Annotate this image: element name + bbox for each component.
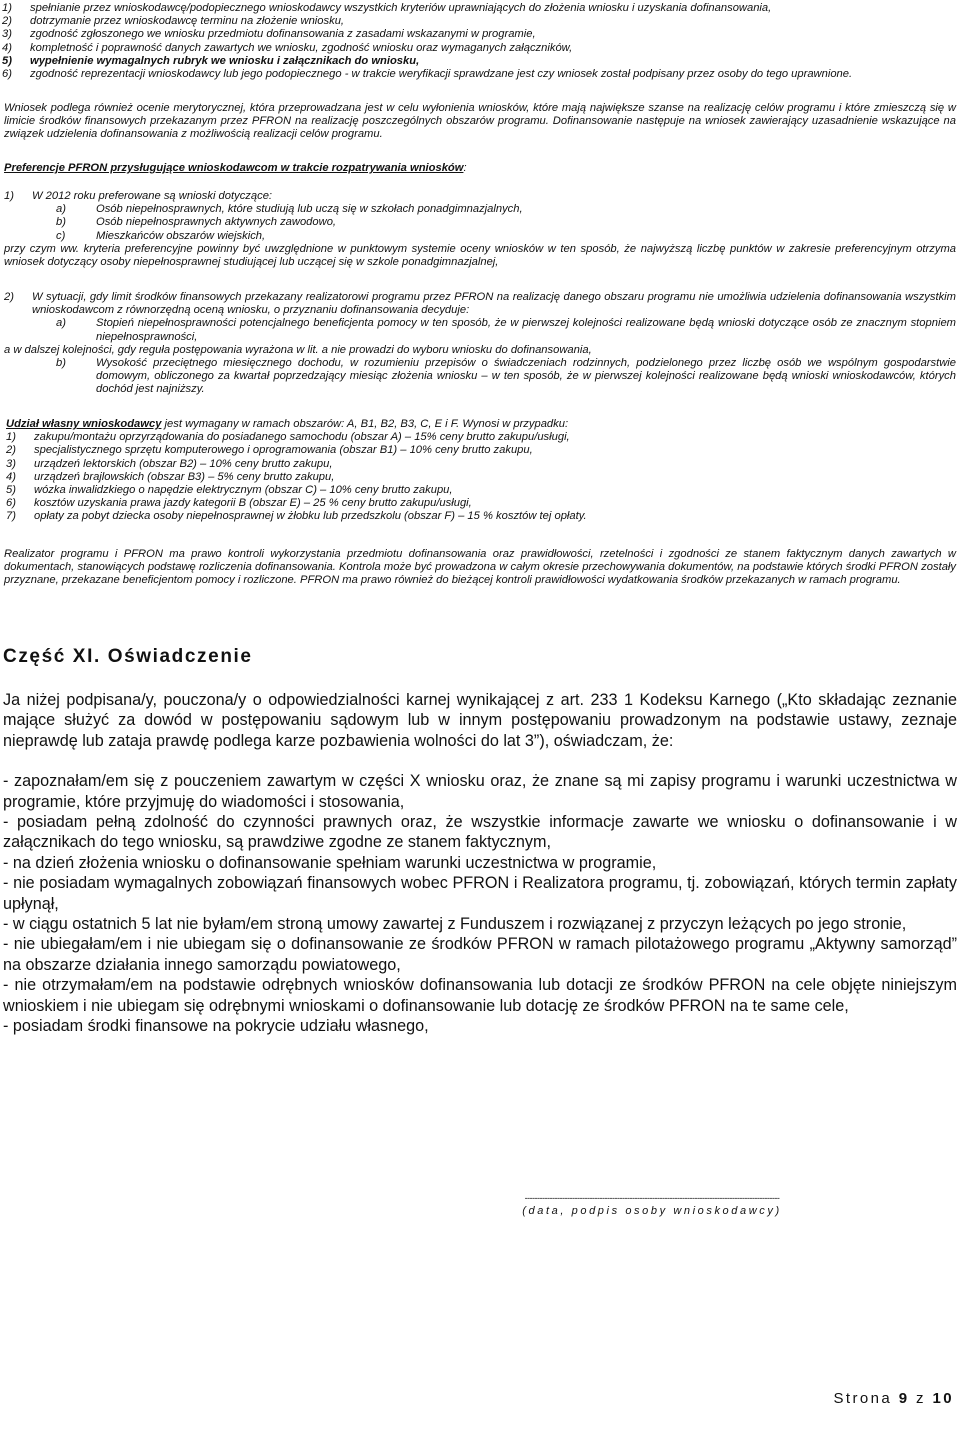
total-pages: 10: [932, 1390, 954, 1407]
footer-prefix: Strona: [833, 1390, 893, 1407]
declaration-statement: - nie posiadam wymagalnych zobowiązań finansowych wobec PFRON i Realizatora programu, tj. zobowiązań, których termin zapłaty upłynął,: [3, 874, 957, 913]
declaration-statement: - nie otrzymałam/em na podstawie odrębnych wniosków dofinansowania lub dotacji ze środków PFRON na cele objęte niniejszym wnioskiem i nie ubiegam się odrębnymi wnioskami o dofinansowanie lub dotację ze środków PFRON na te same cele,: [3, 976, 957, 1015]
part-heading: Część XI. Oświadczenie: [3, 646, 253, 667]
signature-caption: (data, podpis osoby wnioskodawcy): [522, 1205, 782, 1217]
preference-sub-item: b) Osób niepełnosprawnych aktywnych zawodowo,: [56, 216, 337, 229]
contribution-item: 5) wózka inwalidzkiego o napędzie elektrycznym (obszar C) – 10% ceny brutto zakupu,: [6, 484, 453, 497]
contribution-item: 7) opłaty za pobyt dziecka osoby niepełnosprawnej w żłobku lub przedszkolu (obszar F) – 15 % kosztów tej opłaty.: [6, 510, 587, 523]
declaration-statement: - na dzień złożenia wniosku o dofinansowanie spełniam warunki uczestnictwa w programie,: [3, 853, 657, 872]
preferences-item-1: 1) W 2012 roku preferowane są wnioski dotyczące: a) Osób niepełnosprawnych, które studiują lub uczą się w szkołach ponadgimnazjalnych, b) Osób niepełnosprawnych aktywnych zawodowo, c) Mieszkańców obszarów wiejskich, przy czym ww. kryteria preferencyjne powinny być uwzględnione w punktowym systemie oceny wniosków w ten sposób, że najwyższą liczbę punktów w zakresie preferencyjnym otrzyma wniosek dotyczący osoby niepełnosprawnej studiującej lub uczącej się w szkole ponadgimnazjalnej,: [4, 190, 956, 269]
declaration-statement: - w ciągu ostatnich 5 lat nie byłam/em stroną umowy zawartej z Funduszem i rozwiązanej z przyczyn leżących po jego stronie,: [3, 915, 907, 934]
signature-block: [474, 1194, 830, 1217]
declaration: [3, 690, 957, 1037]
current-page: 9: [898, 1390, 910, 1407]
preferences-item-2: 2) W sytuacji, gdy limit środków finansowych przekazany realizatorowi programu przez PFRON na realizację danego obszaru programu nie umożliwia udzielenia dofinansowania wszystkim wnioskodawcom z równorzędną oceną wniosku, o przyznaniu dofinansowania decyduje: a) Stopień niepełnosprawności potencjalnego beneficjenta pomocy w ten sposób, że w pierwszej kolejności realizowane będą wnioski dotyczące osób ze znacznym stopniem niepełnosprawności, a w dalszej kolejności, gdy reguła postępowania wyrażona w lit. a nie prowadzi do wyboru wniosku do dofinansowania, b) Wysokość przeciętnego miesięcznego dochodu, w rozumieniu przepisów o świadczeniach rodzinnych, podzielonego przez liczbę osób we wspólnym gospodarstwie domowym, obliczonego za kwartał poprzedzający miesiąc złożenia wniosku – w ten sposób, że w pierwszej kolejności realizowane będą wnioski wnioskodawców, których dochód jest najniższy.: [4, 291, 956, 396]
criteria-item: 1) spełnianie przez wnioskodawcę/podopiecznego wnioskodawcy wszystkich kryteriów uprawniających do złożenia wniosku i uzyskania dofinansowania,: [2, 2, 772, 14]
declaration-statement: - posiadam pełną zdolność do czynności prawnych oraz, że wszystkie informacje zawarte we wniosku o dofinansowanie i w załącznikach do tego wniosku, są prawdziwe zgodne ze stanem faktycznym,: [3, 813, 957, 852]
merit-paragraph: Wniosek podlega również ocenie merytorycznej, która przeprowadzana jest w celu wyłonienia wniosków, które mają największe szanse na realizację celów programu i które zmieszczą się w limicie środków finansowych przekazanym przez PFRON na realizację poszczególnych obszarów programu. Dofinansowanie następuje na wniosek zawierający uzasadnienie wskazujące na związek udzielenia dofinansowania z możliwością realizacji celów programu.: [4, 102, 956, 141]
criteria-item: 3) zgodność zgłoszonego we wniosku przedmiotu dofinansowania z zasadami wskazanymi w programie,: [2, 28, 536, 41]
criteria-item: 4) kompletność i poprawność danych zawartych we wniosku, zgodność wniosku oraz wymaganych załączników,: [2, 41, 573, 54]
preference-sub-item: b) Wysokość przeciętnego miesięcznego dochodu, w rozumieniu przepisów o świadczeniach rodzinnych, podzielonego przez liczbę osób we wspólnym gospodarstwie domowym, obliczonego za kwartał poprzedzający miesiąc złożenia wniosku – w ten sposób, że w pierwszej kolejności realizowane będą wnioski wnioskodawców, których dochód jest najniższy.: [56, 357, 956, 396]
preferences-heading: Preferencje PFRON przysługujące wnioskodawcom w trakcie rozpatrywania wniosków:: [4, 162, 467, 174]
preferences-item-1-note: przy czym ww. kryteria preferencyjne powinny być uwzględnione w punktowym systemie oceny wniosków w ten sposób, że najwyższą liczbę punktów w zakresie preferencyjnym otrzyma wniosek dotyczący osoby niepełnosprawnej studiującej lub uczącej się w szkole ponadgimnazjalnej,: [4, 242, 956, 269]
declaration-statement: - nie ubiegałam/em i nie ubiegam się o dofinansowanie ze środków PFRON w ramach pilotażowego programu „Aktywny samorząd” na obszarze działania innego samorządu powiatowego,: [3, 935, 957, 974]
preference-sub-item: a) Stopień niepełnosprawności potencjalnego beneficjenta pomocy w ten sposób, że w pierwszej kolejności realizowane będą wnioski dotyczące osób ze znacznym stopniem niepełnosprawności,: [56, 317, 956, 343]
own-contribution: [6, 418, 958, 524]
preference-sub-item: a) Osób niepełnosprawnych, które studiują lub uczą się w szkołach ponadgimnazjalnych,: [56, 203, 523, 216]
criteria-list: [2, 2, 956, 81]
control-paragraph: Realizator programu i PFRON ma prawo kontroli wykorzystania przedmiotu dofinansowania oraz prawidłowości, rzetelności i zgodności ze stanem faktycznym danych zawartych w dokumentach, stanowiących podstawę rozliczenia dofinansowania. Kontrola może być prowadzona w całym okresie przechowywania dokumentów, na podstawie których środki PFRON zostały przyznane, przekazane beneficjentom pomocy i rozliczone. PFRON ma prawo również do bieżącej kontroli prawidłowości wydatkowania środków przekazanych w ramach programu.: [4, 548, 956, 587]
contribution-item: 3) urządzeń lektorskich (obszar B2) – 10% ceny brutto zakupu,: [6, 457, 333, 470]
declaration-statement: - zapoznałam/em się z pouczeniem zawartym w części X wniosku oraz, że znane są mi zapisy programu i warunki uczestnictwa w programie, które przyjmuję do wiadomości i stosowania,: [3, 772, 957, 811]
criteria-item: 6) zgodność reprezentacji wnioskodawcy lub jego podopiecznego - w trakcie weryfikacji sprawdzane jest czy wniosek został podpisany przez osoby do tego uprawnione.: [2, 68, 853, 81]
page-footer: [834, 1390, 955, 1407]
criteria-item: 2) dotrzymanie przez wnioskodawcę terminu na złożenie wniosku,: [2, 15, 345, 28]
contribution-item: 1) zakupu/montażu oprzyrządowania do posiadanego samochodu (obszar A) – 15% ceny brutto zakupu/usługi,: [6, 431, 570, 444]
footer-sep: z: [916, 1390, 926, 1407]
contribution-item: 6) kosztów uzyskania prawa jazdy kategorii B (obszar E) – 25 % ceny brutto zakupu/usługi,: [6, 497, 472, 510]
contribution-item: 4) urządzeń brajlowskich (obszar B3) – 5% ceny brutto zakupu,: [6, 470, 335, 483]
declaration-intro: Ja niżej podpisana/y, pouczona/y o odpowiedzialności karnej wynikającej z art. 233 1 Kodeksu Karnego („Kto składając zeznanie mające służyć za dowód w postępowaniu sądowym lub w innym postępowaniu prowadzonym na podstawie ustawy, zeznaje nieprawdę lub zataja prawdę podlega karze pozbawienia wolności do lat 3”), oświadczam, że:: [3, 691, 957, 750]
declaration-statement: - posiadam środki finansowe na pokrycie udziału własnego,: [3, 1017, 429, 1036]
signature-line: ------------------------------------------------------------------------------------------------------: [524, 1194, 780, 1203]
preferences-item-2-between: a w dalszej kolejności, gdy reguła postępowania wyrażona w lit. a nie prowadzi do wyboru wniosku do dofinansowania,: [4, 343, 592, 356]
contribution-item: 2) specjalistycznego sprzętu komputerowego i oprogramowania (obszar B1) – 10% ceny brutto zakupu,: [6, 444, 533, 457]
preference-sub-item: c) Mieszkańców obszarów wiejskich,: [56, 229, 266, 242]
criteria-item: 5) wypełnienie wymagalnych rubryk we wniosku i załącznikach do wniosku,: [2, 54, 420, 67]
own-contribution-lead: Udział własny wnioskodawcy jest wymagany w ramach obszarów: A, B1, B2, B3, C, E i F. Wynosi w przypadku:: [6, 418, 569, 430]
